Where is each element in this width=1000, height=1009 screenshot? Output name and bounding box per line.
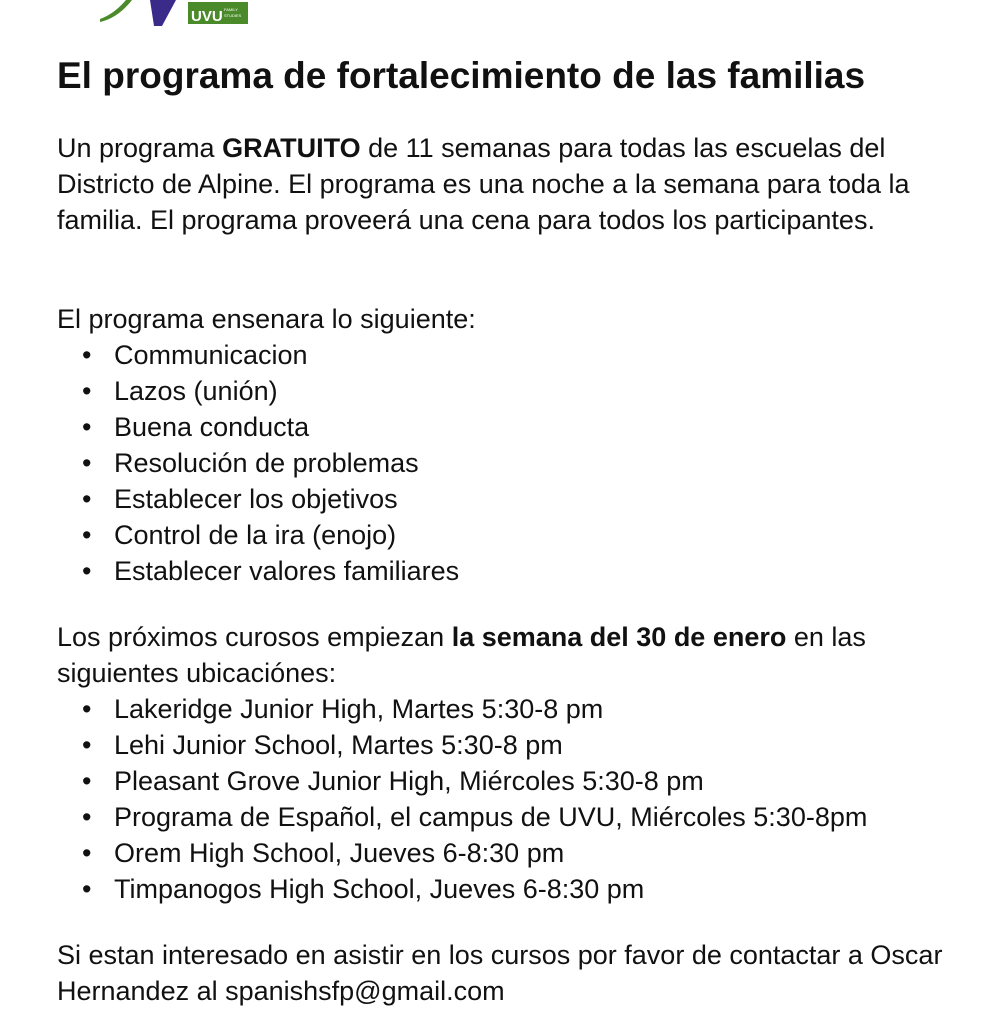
location-label: Pleasant Grove Junior High, Miércoles 5:30-8 pm xyxy=(114,766,704,796)
schedule-text-start: Los próximos curosos empiezan xyxy=(57,622,452,652)
intro-text-rest: de 11 semanas para todas las escuelas del Districto de Alpine. El programa es una noche a la semana para toda la familia. El programa proveerá una cena para todos los participantes. xyxy=(57,133,910,235)
svg-text:STUDIES: STUDIES xyxy=(224,13,242,18)
list-item xyxy=(57,409,987,445)
location-label: Orem High School, Jueves 6-8:30 pm xyxy=(114,838,565,868)
location-label: Programa de Español, el campus de UVU, Miércoles 5:30-8pm xyxy=(114,802,868,832)
bullet-icon: • xyxy=(82,376,92,406)
list-item xyxy=(57,517,987,553)
bullet-icon: • xyxy=(82,766,92,796)
list-item xyxy=(57,799,987,835)
schedule-section xyxy=(57,619,987,907)
topic-label: Lazos (unión) xyxy=(114,376,278,406)
bullet-icon: • xyxy=(82,520,92,550)
topic-label: Communicacion xyxy=(114,340,308,370)
bullet-icon: • xyxy=(82,838,92,868)
list-item xyxy=(57,871,987,907)
topics-list xyxy=(57,337,987,589)
bullet-icon: • xyxy=(82,484,92,514)
schedule-text-rest: en las siguientes ubicaciónes: xyxy=(57,622,866,688)
location-label: Lakeridge Junior High, Martes 5:30-8 pm xyxy=(114,694,604,724)
svg-text:UVU: UVU xyxy=(191,8,223,25)
uvu-logo xyxy=(100,0,260,30)
logo-graphic xyxy=(100,0,260,30)
intro-paragraph xyxy=(57,130,987,238)
topics-heading: El programa ensenara lo siguiente: xyxy=(57,304,476,334)
bullet-icon: • xyxy=(82,556,92,586)
topic-label: Control de la ira (enojo) xyxy=(114,520,397,550)
location-label: Lehi Junior School, Martes 5:30-8 pm xyxy=(114,730,563,760)
page-title: El programa de fortalecimiento de las familias xyxy=(57,55,866,96)
bullet-icon: • xyxy=(82,694,92,724)
schedule-bold-date: la semana del 30 de enero xyxy=(451,622,787,652)
bullet-icon: • xyxy=(82,730,92,760)
list-item xyxy=(57,727,987,763)
bullet-icon: • xyxy=(82,340,92,370)
bullet-icon: • xyxy=(82,802,92,832)
bullet-icon: • xyxy=(82,874,92,904)
list-item xyxy=(57,553,987,589)
list-item xyxy=(57,337,987,373)
list-item xyxy=(57,763,987,799)
schedule-intro xyxy=(57,619,987,691)
topic-label: Buena conducta xyxy=(114,412,310,442)
topic-label: Establecer valores familiares xyxy=(114,556,460,586)
contact-text: Si estan interesado en asistir en los cursos por favor de contactar a Oscar Hernandez al spanishsfp@gmail.com xyxy=(57,940,943,1006)
bullet-icon: • xyxy=(82,412,92,442)
contact-paragraph xyxy=(57,937,987,1009)
list-item xyxy=(57,445,987,481)
topic-label: Resolución de problemas xyxy=(114,448,419,478)
intro-text-start: Un programa xyxy=(57,133,223,163)
bullet-icon: • xyxy=(82,448,92,478)
location-label: Timpanogos High School, Jueves 6-8:30 pm xyxy=(114,874,645,904)
list-item xyxy=(57,481,987,517)
svg-text:FAMILY: FAMILY xyxy=(224,7,238,12)
intro-bold-free: GRATUITO xyxy=(222,133,361,163)
locations-list xyxy=(57,691,987,907)
list-item xyxy=(57,835,987,871)
topic-label: Establecer los objetivos xyxy=(114,484,398,514)
list-item xyxy=(57,373,987,409)
list-item xyxy=(57,691,987,727)
topics-section xyxy=(57,301,987,589)
